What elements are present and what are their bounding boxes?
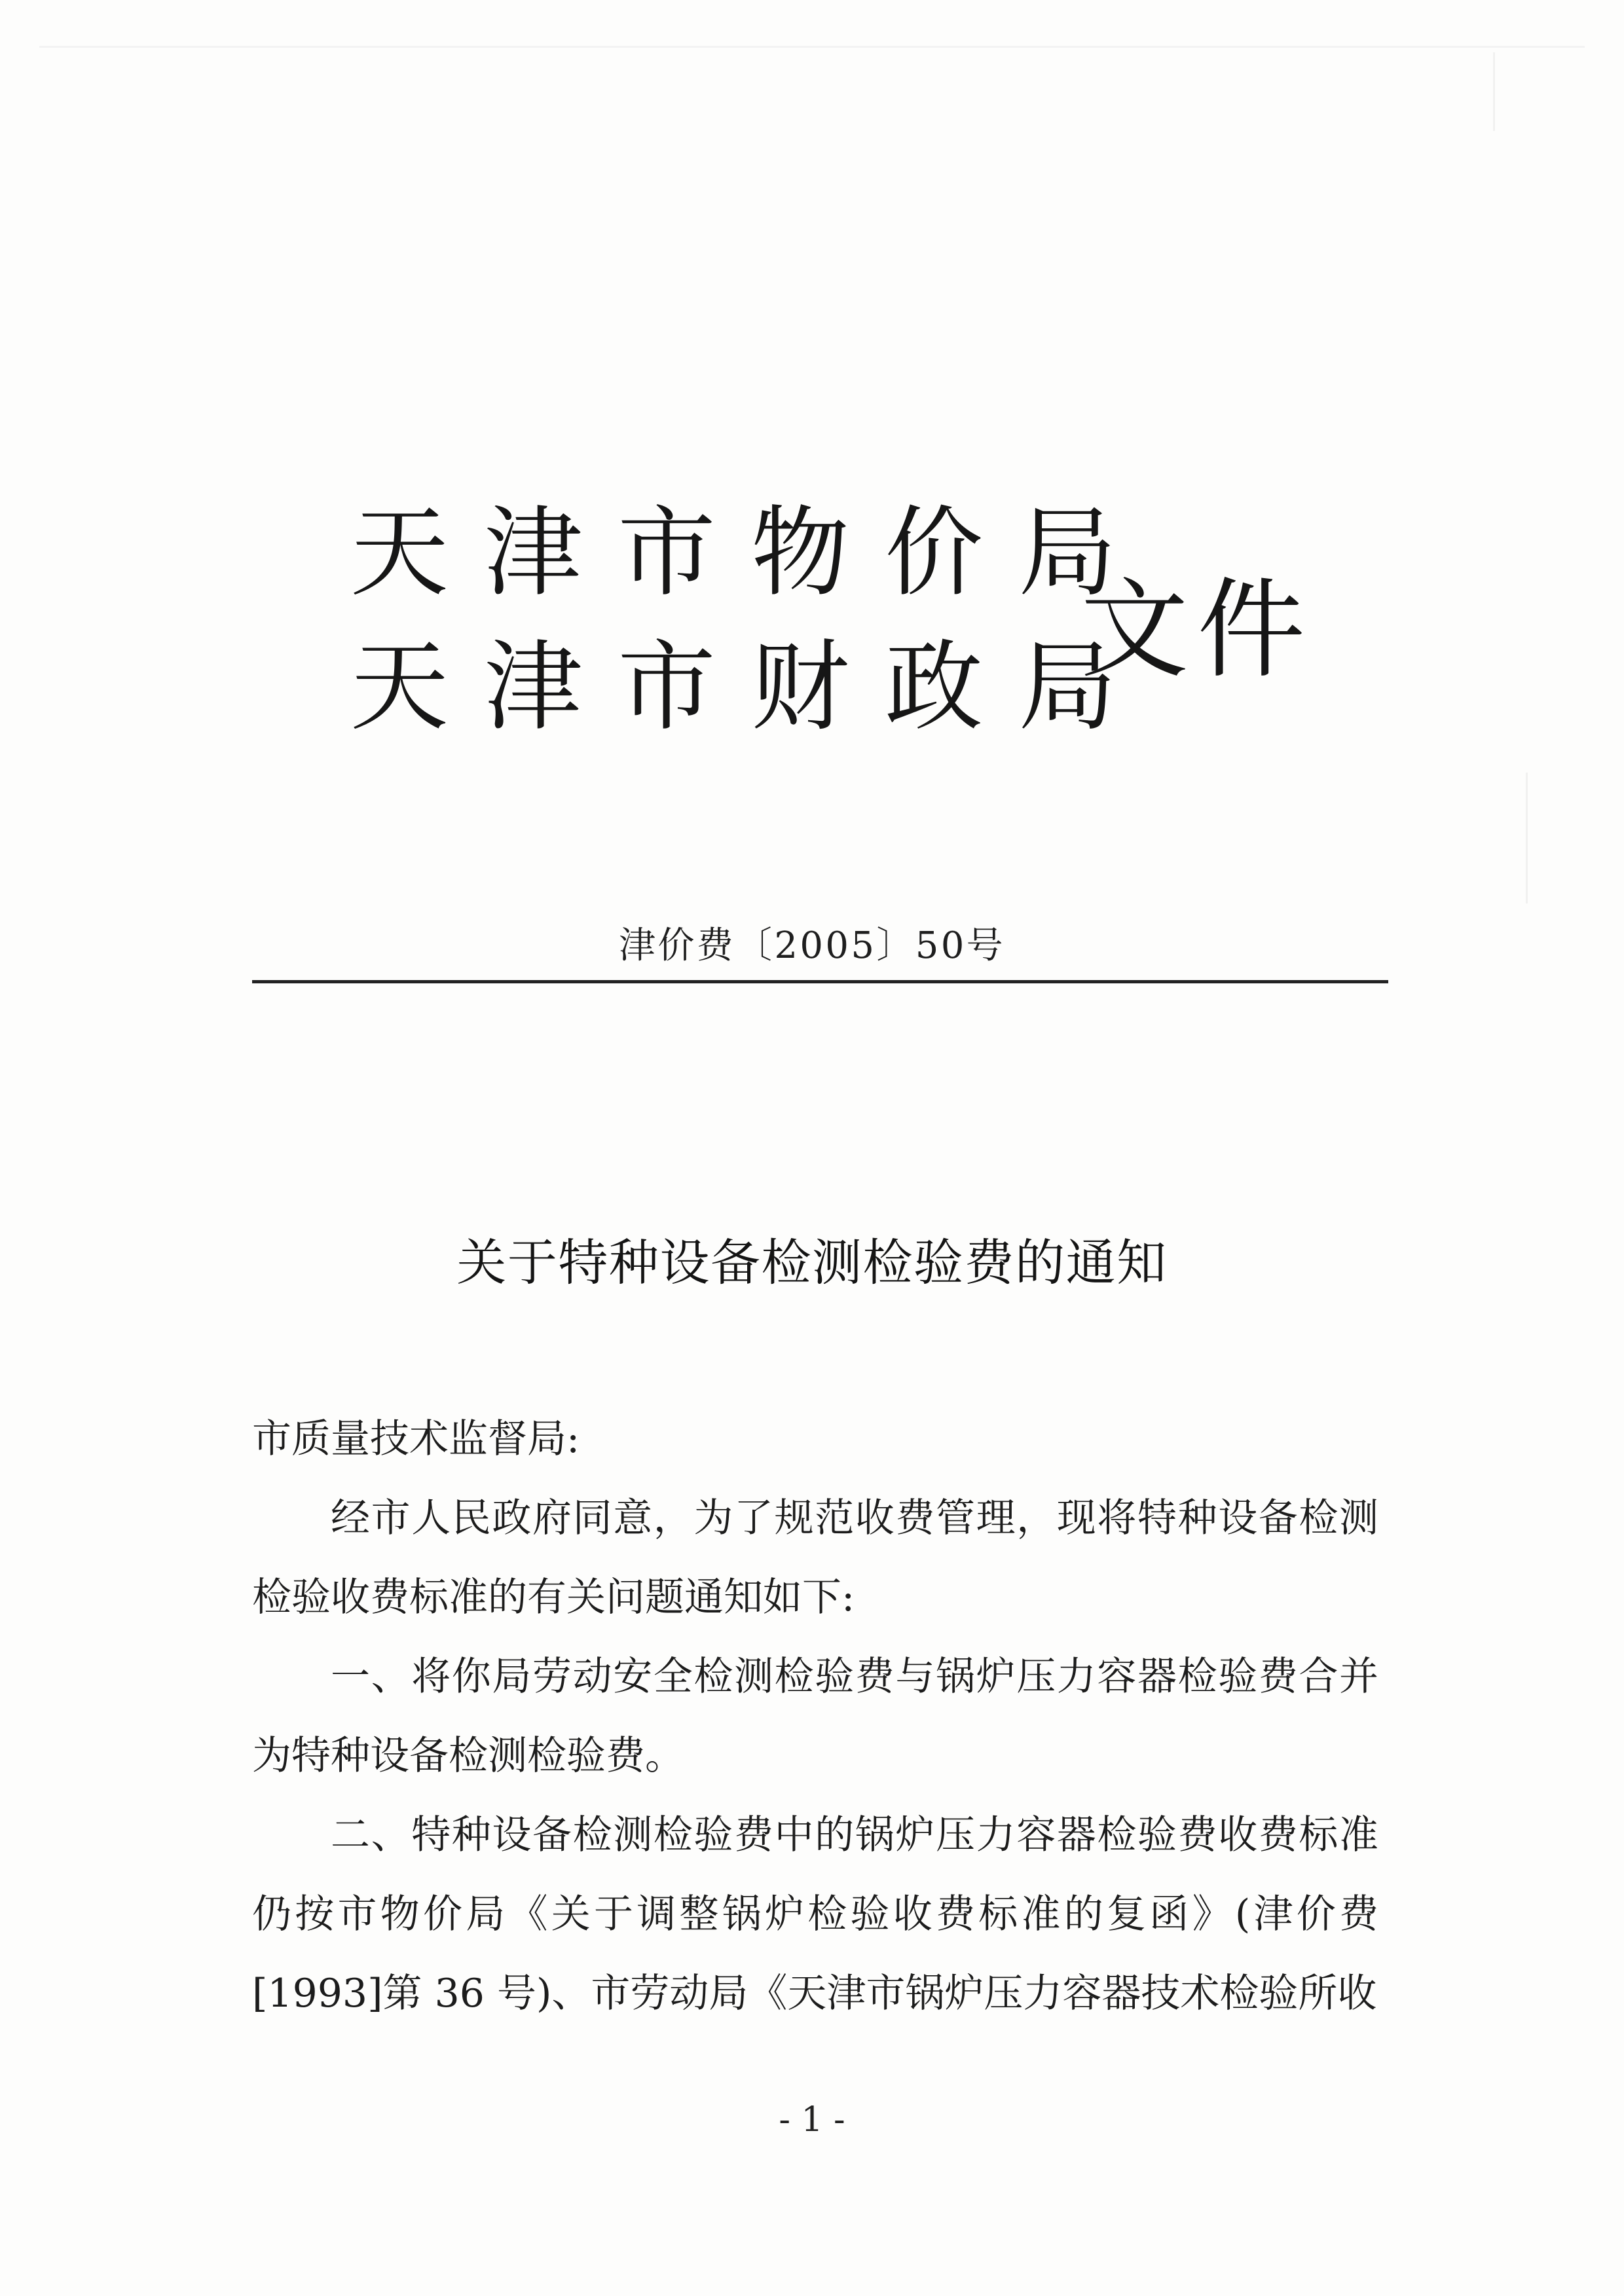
scan-artifact	[1526, 773, 1528, 903]
scan-artifact	[1493, 52, 1495, 131]
body-paragraph: 二、特种设备检测检验费中的锅炉压力容器检验费收费标准仍按市物价局《关于调整锅炉检验收费标准的复函》(津价费[1993]第 36 号)、市劳动局《天津市锅炉压力容器技术检验所收	[252, 1812, 1378, 2016]
notice-title: 关于特种设备检测检验费的通知	[456, 1233, 1168, 1292]
masthead-org-line-2: 天津市财政局	[350, 630, 1153, 744]
page-number: - 1 -	[779, 2100, 845, 2140]
notice-body	[252, 1400, 1378, 2033]
masthead-org-line-1: 天津市物价局	[350, 496, 1153, 610]
body-paragraph: 一、将你局劳动安全检测检验费与锅炉压力容器检验费合并为特种设备检测检验费。	[252, 1654, 1378, 1779]
document-number: 津价费〔2005〕50号	[618, 924, 1006, 967]
masthead-divider	[252, 980, 1388, 983]
masthead-suffix: 文件	[1080, 567, 1314, 693]
recipient-line: 市质量技术监督局:	[252, 1416, 580, 1462]
body-paragraph: 经市人民政府同意，为了规范收费管理，现将特种设备检测检验收费标准的有关问题通知如下:	[252, 1495, 1378, 1620]
scan-artifact	[39, 46, 1585, 48]
